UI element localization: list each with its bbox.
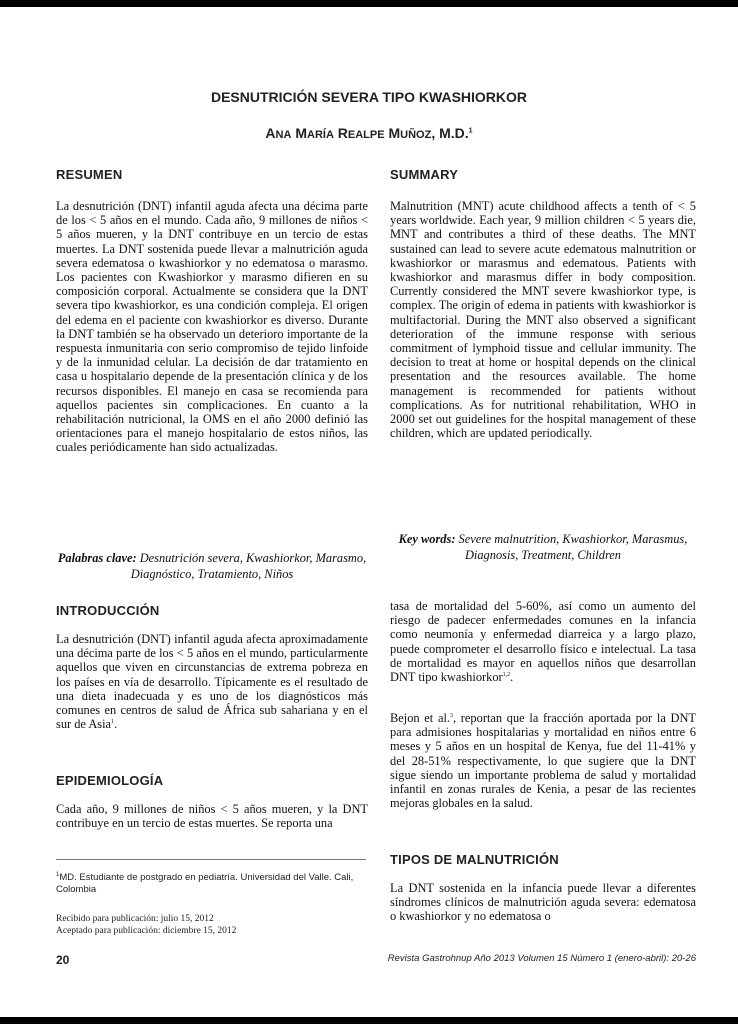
- tipos-malnutricion-heading: TIPOS DE MALNUTRICIÓN: [390, 852, 559, 867]
- journal-page: [0, 7, 738, 1017]
- mortality-end: .: [510, 670, 514, 685]
- mortality-paragraph: [390, 599, 696, 684]
- author-part: A: [265, 125, 276, 141]
- keywords-list: Desnutrición severa, Kwashiorkor, Marasmo, Diagnóstico, Tratamiento, Niños: [130, 551, 367, 581]
- author-part: ARÍA: [307, 129, 334, 141]
- author-part: NA: [275, 129, 292, 141]
- tipos-malnutricion-text: La DNT sostenida en la infancia puede llevar a diferentes síndromes clínicos de malnutrición aguda severa: edematosa o kwashiorkor y no edematosa o: [390, 881, 696, 924]
- footnote-divider: [56, 859, 366, 860]
- author-part: , M.D.: [431, 125, 469, 141]
- citation-mark: 3: [450, 712, 453, 719]
- author-line: [0, 125, 738, 141]
- author-part: R: [333, 125, 348, 141]
- citation-mark: 1,2: [502, 671, 511, 678]
- keywords-label: Key words:: [398, 532, 456, 546]
- journal-citation: Revista Gastrohnup Año 2013 Volumen 15 Número 1 (enero-abril): 20-26: [387, 953, 696, 964]
- epidemiologia-heading: EPIDEMIOLOGÍA: [56, 773, 164, 788]
- introduccion-body: La desnutrición (DNT) infantil aguda afecta aproximadamente una décima parte de los < 5 años en el mundo, particularmente aquellos que viven en circunstancias de extrema pobreza en los países en vía de desarrollo. Típicamente es el resultado de una dieta inadecuada y es uno de los diagnósticos más comunes en centros de salud de África sub sahariana y en el sur de Asia: [56, 632, 368, 732]
- keywords-list: Severe malnutrition, Kwashiorkor, Marasmus, Diagnosis, Treatment, Children: [455, 532, 688, 562]
- author-footnote: [56, 869, 368, 896]
- footnote-text: MD. Estudiante de postgrado en pediatría. Universidad del Valle. Cali, Colombia: [56, 872, 354, 896]
- accepted-date: Aceptado para publicación: diciembre 15, 2012: [56, 926, 237, 936]
- keywords-label: Palabras clave:: [57, 551, 137, 565]
- footnote-mark: 1: [56, 872, 60, 878]
- introduccion-text: [56, 632, 368, 731]
- resumen-text: La desnutrición (DNT) infantil aguda afecta una décima parte de los < 5 años en el mundo. Cada año, 9 millones de niños < 5 años mueren, y la DNT contribuye en un tercio de estas muertes. La DNT sostenida puede llevar a malnutrición aguda severa edematosa o kwashiorkor y no edematosa o marasmo. Los pacientes con Kwashiorkor y marasmo difieren en su composición corporal. Actualmente se considera que la DNT severa tipo kwashiorkor, es una condición compleja. El origen del edema en el paciente con kwashiorkor es diverso. Durante la DNT también se ha observado un deterioro importante de la respuesta inmunitaria con serio compromiso de tejido linfoide y de la inmunidad celular. La decisión de dar tratamiento en casa u hospitalario depende de la presentación clínica y de los recursos disponibles. El manejo en casa se recomienda para aquellos pacientes sin complicaciones. En cuanto a la rehabilitación nutricional, la OMS en el año 2000 definió las orientaciones para el manejo hospitalario de estos niños, las cuales periódicamente han sido actualizadas.: [56, 199, 368, 455]
- citation-mark: 1: [111, 719, 115, 726]
- bejon-start: Bejon et al.: [390, 711, 450, 725]
- summary-text: Malnutrition (MNT) acute childhood affects a tenth of < 5 years worldwide. Each year, 9 million children < 5 years die, MNT and contributes a third of these deaths. The MNT sustained can lead to severe acute edematous malnutrition or kwashiorkor or marasmus and edematous. Patients with kwashiorkor and marasmus differ in body composition. Currently considered the MNT severe kwashiorkor type, is complex. The origin of edema in patients with kwashiorkor is multifactorial. During the MNT also observed a significant deterioration of the immune response with serious commitment of lymphoid tissue and cellular immunity. The decision to treat at home or hospital depends on the clinical presentation and the resources available. The home management is recommended for patients without complications. As for nutritional rehabilitation, WHO in 2000 set out guidelines for the hospital management of these children, which are updated periodically.: [390, 199, 696, 441]
- introduccion-end: .: [114, 717, 118, 732]
- bejon-paragraph: [390, 711, 696, 810]
- received-date: Recibido para publicación: julio 15, 2012: [56, 914, 214, 924]
- author-part: EALPE: [347, 129, 385, 141]
- page-number: 20: [56, 953, 70, 967]
- summary-heading: SUMMARY: [390, 167, 459, 182]
- bejon-text: , reportan que la fracción aportada por la DNT para admisiones hospitalarias y mortalidad en niños entre 6 meses y 5 años en un hospital de Kenya, fue del 11-41% y del 28-51% respectivamente, lo que sugiere que la DNT sigue siendo un importante problema de salud y mortalidad infantil en zonas rurales de Kenia, a pesar de las recientes mejoras globales en la salud.: [390, 711, 697, 811]
- mortality-text: tasa de mortalidad del 5-60%, así como un aumento del riesgo de padecer enfermedades comunes en la infancia como neumonía y enfermedad diarreica y a largo plazo, puede comprometer el desarrollo físico e intelectual. La tasa de mortalidad es mayor en aquellos niños que desarrollan DNT tipo kwashiorkor: [390, 599, 696, 685]
- author-part: M: [384, 125, 401, 141]
- author-affiliation-mark: 1: [468, 127, 473, 135]
- article-title: DESNUTRICIÓN SEVERA TIPO KWASHIORKOR: [210, 89, 528, 105]
- resumen-keywords: [56, 550, 368, 582]
- author-part: UÑOZ: [400, 129, 432, 141]
- summary-keywords: [390, 531, 696, 563]
- epidemiologia-text: Cada año, 9 millones de niños < 5 años mueren, y la DNT contribuye en un tercio de estas muertes. Se reporta una: [56, 802, 368, 831]
- author-part: M: [291, 125, 307, 141]
- resumen-heading: RESUMEN: [56, 167, 123, 182]
- introduccion-heading: INTRODUCCIÓN: [56, 603, 160, 618]
